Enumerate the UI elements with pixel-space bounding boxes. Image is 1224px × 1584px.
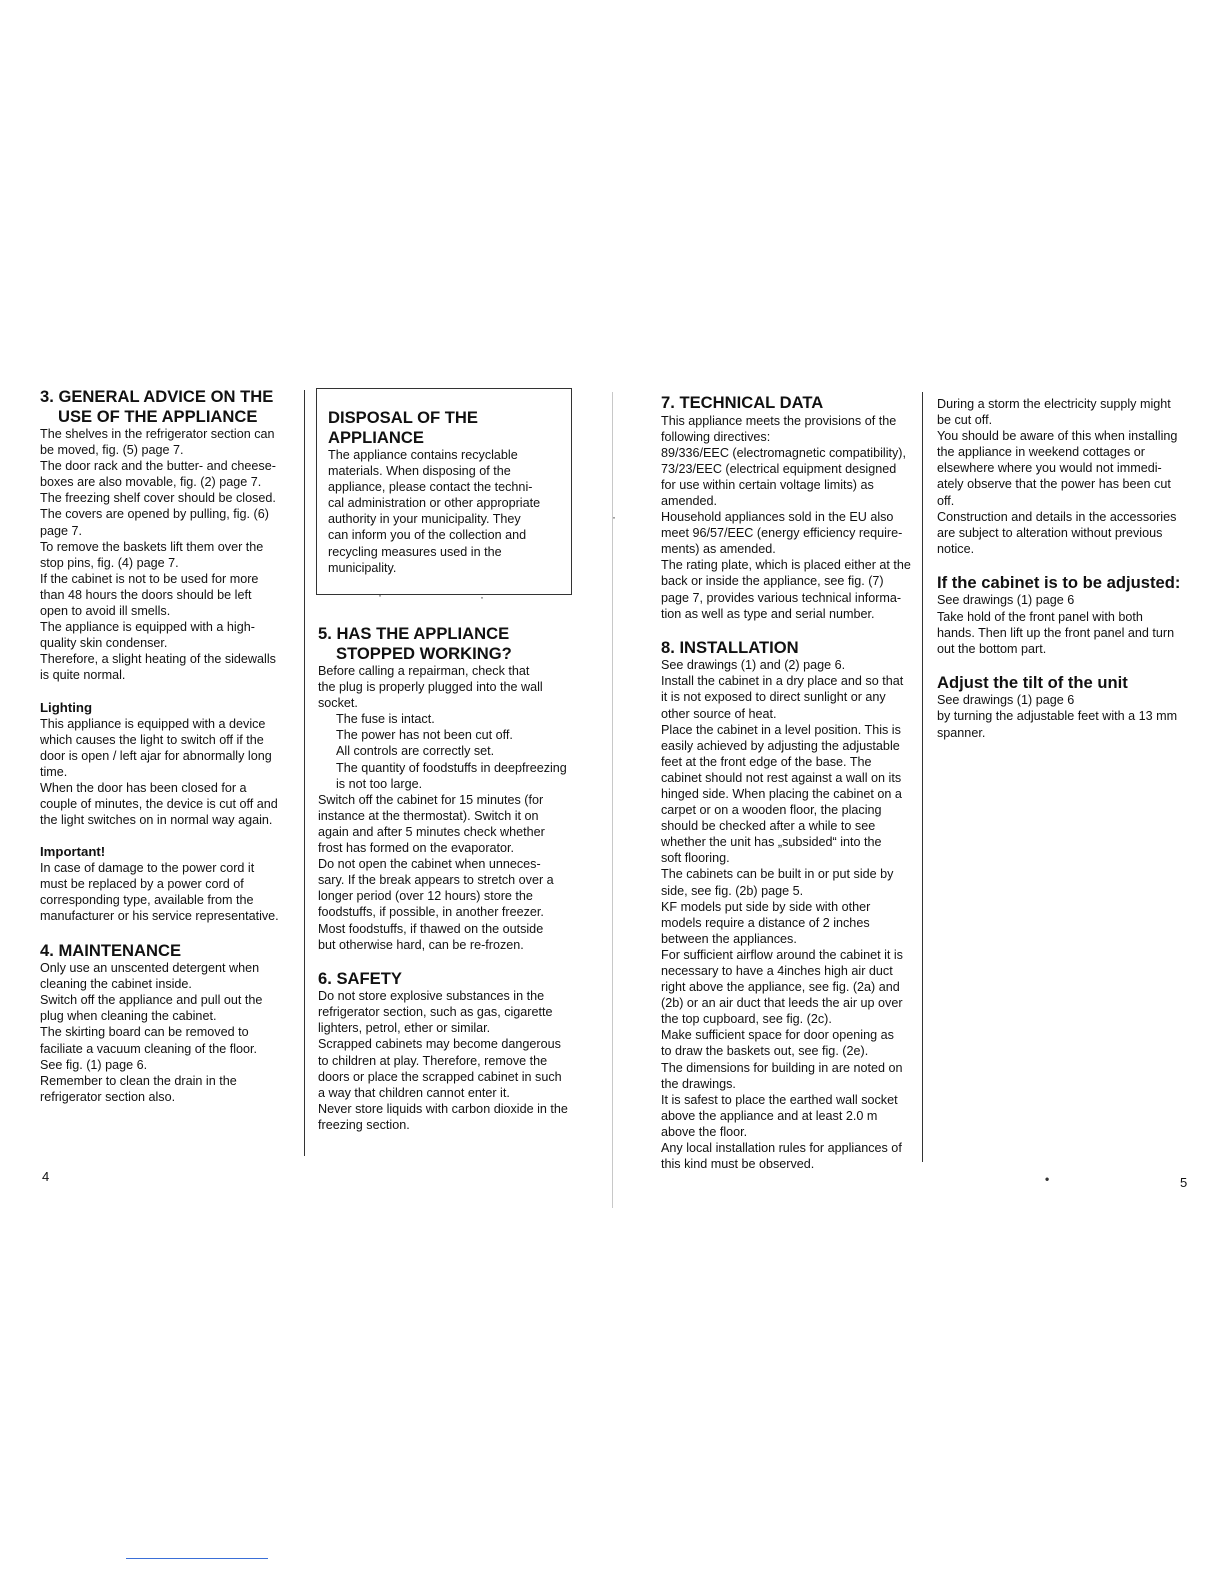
- general-advice-heading-line1: 3. GENERAL ADVICE ON THE: [40, 387, 274, 406]
- text-line: stop pins, fig. (4) page 7.: [40, 555, 179, 570]
- text-line: it is not exposed to direct sunlight or any: [661, 690, 886, 705]
- text-line: longer period (over 12 hours) store the: [318, 889, 533, 904]
- text-line: Remember to clean the drain in the: [40, 1073, 237, 1088]
- text-line: The covers are opened by pulling, fig. (6): [40, 507, 269, 522]
- lighting-body: [40, 716, 298, 829]
- disposal-section: [328, 408, 568, 576]
- left-column-2: [318, 624, 580, 1133]
- text-line: Switch off the appliance and pull out the: [40, 993, 263, 1008]
- check-item: The fuse is intact.: [336, 712, 435, 727]
- text-line: Place the cabinet in a level position. This is: [661, 722, 901, 737]
- page-number-right: 5: [1180, 1175, 1188, 1190]
- maintenance-heading: 4. MAINTENANCE: [40, 940, 182, 960]
- text-line: Make sufficient space for door opening as: [661, 1028, 894, 1043]
- right-column-2: [937, 396, 1199, 741]
- text-line: out the bottom part.: [937, 641, 1047, 656]
- text-line: this kind must be observed.: [661, 1157, 815, 1172]
- right-column-1: [661, 393, 923, 1172]
- text-line: materials. When disposing of the: [328, 464, 511, 479]
- text-line: meet 96/57/EEC (energy efficiency require-: [661, 526, 903, 541]
- scan-speck: ·: [612, 510, 616, 524]
- check-item: The quantity of foodstuffs in deepfreezing: [336, 760, 567, 775]
- text-line: Do not open the cabinet when unneces-: [318, 857, 541, 872]
- text-line: the plug is properly plugged into the wall: [318, 680, 543, 695]
- adjusted-heading: If the cabinet is to be adjusted:: [937, 572, 1181, 592]
- text-line: See drawings (1) page 6: [937, 593, 1075, 608]
- text-line: corresponding type, available from the: [40, 893, 254, 908]
- installation-body: [661, 657, 923, 1172]
- installation-heading: 8. INSTALLATION: [661, 637, 799, 657]
- text-line: hinged side. When placing the cabinet on a: [661, 786, 902, 801]
- adjusted-body: [937, 592, 1199, 656]
- right-column-divider: [922, 392, 923, 1162]
- text-line: time.: [40, 764, 68, 779]
- text-line: Therefore, a slight heating of the sidewalls: [40, 652, 276, 667]
- check-item: The power has not been cut off.: [336, 728, 513, 743]
- left-column-divider: [304, 390, 305, 1156]
- text-line: 89/336/EEC (electromagnetic compatibility),: [661, 445, 906, 460]
- stopped-heading-line1: 5. HAS THE APPLIANCE: [318, 624, 510, 643]
- text-line: is quite normal.: [40, 668, 126, 683]
- text-line: amended.: [661, 493, 718, 508]
- text-line: other source of heat.: [661, 706, 777, 721]
- general-advice-body: [40, 426, 298, 684]
- text-line: foodstuffs, if possible, in another freezer.: [318, 905, 544, 920]
- text-line: Install the cabinet in a dry place and so that: [661, 674, 904, 689]
- text-line: 73/23/EEC (electrical equipment designed: [661, 461, 897, 476]
- text-line: spanner.: [937, 725, 986, 740]
- safety-body: [318, 988, 580, 1133]
- text-line: must be replaced by a power cord of: [40, 877, 244, 892]
- text-line: side, see fig. (2b) page 5.: [661, 883, 804, 898]
- text-line: The rating plate, which is placed either at the: [661, 558, 911, 573]
- scan-rule: [126, 1558, 268, 1559]
- text-line: but otherwise hard, can be re-frozen.: [318, 937, 524, 952]
- text-line: Only use an unscented detergent when: [40, 961, 260, 976]
- text-line: back or inside the appliance, see fig. (7): [661, 574, 884, 589]
- text-line: for use within certain voltage limits) as: [661, 477, 874, 492]
- text-line: To remove the baskets lift them over the: [40, 539, 264, 554]
- technical-body: [661, 413, 923, 622]
- storm-body: [937, 396, 1199, 557]
- general-advice-heading: [40, 387, 298, 426]
- text-line: door is open / left ajar for abnormally long: [40, 748, 272, 763]
- tilt-body: [937, 692, 1199, 740]
- text-line: lighters, petrol, ether or similar.: [318, 1021, 491, 1036]
- text-line: following directives:: [661, 429, 771, 444]
- text-line: are subject to alteration without previous: [937, 525, 1163, 540]
- text-line: See drawings (1) page 6: [937, 693, 1075, 708]
- stopped-heading-line2: STOPPED WORKING?: [336, 643, 512, 663]
- text-line: See fig. (1) page 6.: [40, 1057, 148, 1072]
- text-line: Any local installation rules for appliances of: [661, 1141, 902, 1156]
- text-line: The appliance is equipped with a high-: [40, 620, 255, 635]
- tilt-heading: Adjust the tilt of the unit: [937, 672, 1128, 692]
- scan-speck: ·: [378, 588, 382, 602]
- stopped-heading: [318, 624, 580, 663]
- text-line: This appliance meets the provisions of the: [661, 413, 897, 428]
- text-line: Most foodstuffs, if thawed on the outside: [318, 921, 544, 936]
- text-line: The shelves in the refrigerator section can: [40, 427, 275, 441]
- text-line: The door rack and the butter- and cheese-: [40, 459, 276, 474]
- text-line: quality skin condenser.: [40, 636, 168, 651]
- text-line: KF models put side by side with other: [661, 899, 871, 914]
- text-line: Take hold of the front panel with both: [937, 609, 1143, 624]
- text-line: The appliance contains recyclable: [328, 448, 518, 462]
- text-line: Before calling a repairman, check that: [318, 664, 530, 678]
- check-item: is not too large.: [336, 776, 423, 791]
- text-line: cleaning the cabinet inside.: [40, 977, 192, 992]
- text-line: Scrapped cabinets may become dangerous: [318, 1037, 561, 1052]
- text-line: cal administration or other appropriate: [328, 496, 541, 511]
- text-line: easily achieved by adjusting the adjustable: [661, 738, 900, 753]
- text-line: elsewhere where you would not immedi-: [937, 461, 1162, 476]
- text-line: a way that children cannot enter it.: [318, 1085, 510, 1100]
- text-line: by turning the adjustable feet with a 13 mm: [937, 709, 1178, 724]
- text-line: (2b) or an air duct that leeds the air up over: [661, 996, 903, 1011]
- text-line: to children at play. Therefore, remove the: [318, 1053, 548, 1068]
- text-line: models require a distance of 2 inches: [661, 915, 870, 930]
- text-line: be moved, fig. (5) page 7.: [40, 443, 184, 458]
- text-line: refrigerator section, such as gas, cigarette: [318, 1005, 553, 1020]
- stopped-body: [318, 663, 580, 953]
- text-line: above the floor.: [661, 1124, 748, 1139]
- check-item: All controls are correctly set.: [336, 744, 495, 759]
- text-line: faciliate a vacuum cleaning of the floor.: [40, 1041, 258, 1056]
- text-line: the top cupboard, see fig. (2c).: [661, 1012, 832, 1027]
- text-line: When the door has been closed for a: [40, 780, 247, 795]
- text-line: Never store liquids with carbon dioxide in the: [318, 1101, 568, 1116]
- text-line: soft flooring.: [661, 851, 730, 866]
- text-line: If the cabinet is not to be used for more: [40, 571, 259, 586]
- text-line: the drawings.: [661, 1076, 736, 1091]
- lighting-heading: Lighting: [40, 699, 92, 715]
- text-line: freezing section.: [318, 1117, 410, 1132]
- text-line: The freezing shelf cover should be closed.: [40, 491, 276, 506]
- text-line: boxes are also movable, fig. (2) page 7.: [40, 475, 262, 490]
- text-line: doors or place the scrapped cabinet in such: [318, 1069, 562, 1084]
- text-line: recycling measures used in the: [328, 544, 502, 559]
- text-line: authority in your municipality. They: [328, 512, 521, 527]
- text-line: instance at the thermostat). Switch it on: [318, 808, 539, 823]
- text-line: should be checked after a while to see: [661, 819, 876, 834]
- text-line: In case of damage to the power cord it: [40, 861, 255, 876]
- text-line: above the appliance and at least 2.0 m: [661, 1108, 878, 1123]
- text-line: Switch off the cabinet for 15 minutes (for: [318, 792, 544, 807]
- text-line: the light switches on in normal way again.: [40, 813, 273, 828]
- text-line: can inform you of the collection and: [328, 528, 527, 543]
- text-line: the appliance in weekend cottages or: [937, 445, 1145, 460]
- disposal-heading-line2: APPLIANCE: [328, 427, 424, 447]
- text-line: than 48 hours the doors should be left: [40, 587, 252, 602]
- text-line: manufacturer or his service representative.: [40, 909, 279, 924]
- left-column-1: [40, 387, 298, 1105]
- text-line: carpet or on a wooden floor, the placing: [661, 803, 882, 818]
- text-line: The cabinets can be built in or put side by: [661, 867, 894, 882]
- text-line: cabinet should not rest against a wall on its: [661, 770, 902, 785]
- text-line: again and after 5 minutes check whether: [318, 824, 545, 839]
- scan-speck: •: [1045, 1172, 1050, 1186]
- text-line: See drawings (1) and (2) page 6.: [661, 658, 846, 673]
- disposal-heading: [328, 408, 568, 447]
- text-line: ately observe that the power has been cut: [937, 477, 1171, 492]
- general-advice-heading-line2: USE OF THE APPLIANCE: [58, 406, 258, 426]
- text-line: During a storm the electricity supply might: [937, 397, 1171, 411]
- text-line: It is safest to place the earthed wall socket: [661, 1092, 898, 1107]
- text-line: This appliance is equipped with a device: [40, 716, 266, 731]
- text-line: between the appliances.: [661, 931, 797, 946]
- text-line: Household appliances sold in the EU also: [661, 510, 894, 525]
- text-line: off.: [937, 493, 955, 508]
- text-line: tion as well as type and serial number.: [661, 606, 875, 621]
- text-line: notice.: [937, 541, 975, 556]
- text-line: You should be aware of this when installing: [937, 429, 1178, 444]
- text-line: Do not store explosive substances in the: [318, 989, 545, 1004]
- important-body: [40, 860, 298, 924]
- text-line: right above the appliance, see fig. (2a) and: [661, 980, 900, 995]
- text-line: refrigerator section also.: [40, 1089, 176, 1104]
- text-line: municipality.: [328, 560, 397, 575]
- maintenance-body: [40, 960, 298, 1105]
- text-line: whether the unit has „subsided“ into the: [661, 835, 882, 850]
- text-line: feet at the front edge of the base. The: [661, 754, 872, 769]
- text-line: appliance, please contact the techni-: [328, 480, 533, 495]
- text-line: couple of minutes, the device is cut off and: [40, 796, 278, 811]
- text-line: The dimensions for building in are noted on: [661, 1060, 903, 1075]
- text-line: sary. If the break appears to stretch over a: [318, 873, 554, 888]
- text-line: to draw the baskets out, see fig. (2e).: [661, 1044, 869, 1059]
- text-line: page 7.: [40, 523, 83, 538]
- scan-speck: ·: [480, 590, 484, 604]
- important-heading: Important!: [40, 844, 106, 860]
- text-line: For sufficient airflow around the cabinet it is: [661, 947, 903, 962]
- text-line: necessary to have a 4inches high air duct: [661, 964, 893, 978]
- text-line: The skirting board can be removed to: [40, 1025, 249, 1040]
- text-line: which causes the light to switch off if the: [40, 732, 264, 747]
- text-line: socket.: [318, 696, 358, 711]
- text-line: frost has formed on the evaporator.: [318, 841, 515, 856]
- text-line: plug when cleaning the cabinet.: [40, 1009, 217, 1024]
- text-line: be cut off.: [937, 413, 993, 428]
- safety-heading: 6. SAFETY: [318, 968, 402, 988]
- text-line: open to avoid ill smells.: [40, 604, 171, 619]
- text-line: ments) as amended.: [661, 542, 776, 557]
- disposal-heading-line1: DISPOSAL OF THE: [328, 408, 478, 427]
- technical-heading: 7. TECHNICAL DATA: [661, 393, 824, 412]
- text-line: hands. Then lift up the front panel and turn: [937, 625, 1175, 640]
- text-line: Construction and details in the accessories: [937, 509, 1177, 524]
- text-line: page 7, provides various technical informa-: [661, 590, 902, 605]
- page-number-left: 4: [42, 1169, 50, 1184]
